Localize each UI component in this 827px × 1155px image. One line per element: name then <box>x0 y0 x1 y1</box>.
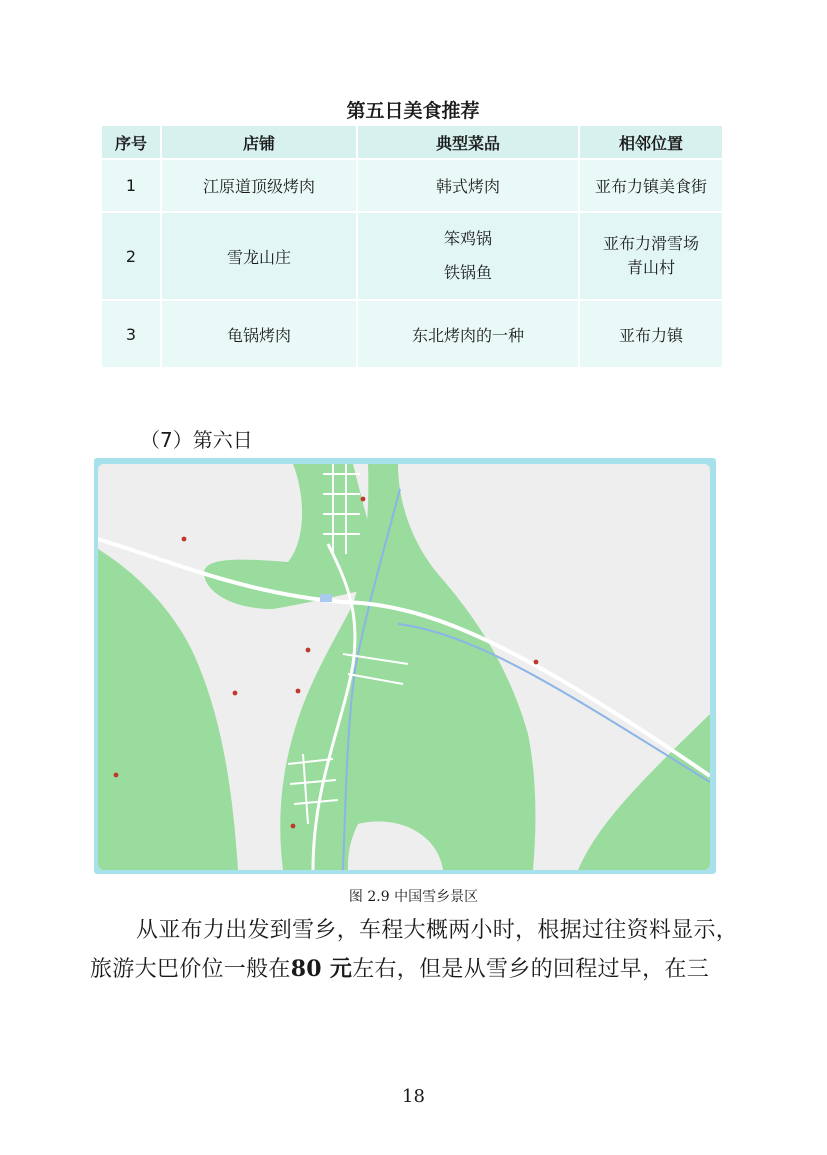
cell-shop: 龟锅烤肉 <box>161 300 357 368</box>
map-image <box>94 458 716 874</box>
table-header-row <box>102 126 723 159</box>
cell-location: 亚布力镇美食街 <box>579 159 723 212</box>
map-pin <box>114 773 119 778</box>
dish-item: 笨鸡锅 <box>443 229 492 248</box>
map-pin <box>182 537 187 542</box>
header-shop: 店铺 <box>161 126 357 159</box>
section-heading: （7）第六日 <box>140 428 253 452</box>
map-pin <box>296 689 301 694</box>
cell-location <box>579 212 723 300</box>
table-row <box>102 159 723 212</box>
food-table <box>102 126 724 369</box>
map-pin <box>306 648 311 653</box>
cell-no: 2 <box>102 212 161 300</box>
cell-dishes <box>357 212 579 300</box>
cell-shop: 江原道顶级烤肉 <box>161 159 357 212</box>
map-canvas <box>98 464 710 870</box>
table-title: 第五日美食推荐 <box>102 92 724 126</box>
map-pin <box>233 691 238 696</box>
cell-dishes: 韩式烤肉 <box>357 159 579 212</box>
cell-shop: 雪龙山庄 <box>161 212 357 300</box>
map-pin <box>291 824 296 829</box>
map-pin <box>534 660 539 665</box>
paragraph-text: 左右，但是从雪乡的回程过早，在三 <box>352 957 709 982</box>
cell-dishes: 东北烤肉的一种 <box>357 300 579 368</box>
paragraph-line <box>90 950 740 989</box>
header-no: 序号 <box>102 126 161 159</box>
map-pin <box>361 497 366 502</box>
pond <box>320 594 332 602</box>
price-highlight: 80 元 <box>290 956 353 982</box>
body-paragraph <box>90 912 740 989</box>
cell-location: 亚布力镇 <box>579 300 723 368</box>
table-row <box>102 300 723 368</box>
header-location: 相邻位置 <box>579 126 723 159</box>
header-dishes: 典型菜品 <box>357 126 579 159</box>
table-row <box>102 212 723 300</box>
cell-no: 3 <box>102 300 161 368</box>
paragraph-line: 从亚布力出发到雪乡，车程大概两小时，根据过往资料显示， <box>136 918 739 943</box>
map-svg <box>98 464 710 870</box>
dish-item: 铁锅鱼 <box>443 263 492 282</box>
cell-no: 1 <box>102 159 161 212</box>
page-number: 18 <box>402 1086 425 1107</box>
paragraph-text: 旅游大巴价位一般在 <box>90 957 291 982</box>
figure-caption: 图 2.9 中国雪乡景区 <box>348 889 479 905</box>
location-line: 亚布力滑雪场 <box>602 234 699 253</box>
location-line: 青山村 <box>626 258 675 277</box>
